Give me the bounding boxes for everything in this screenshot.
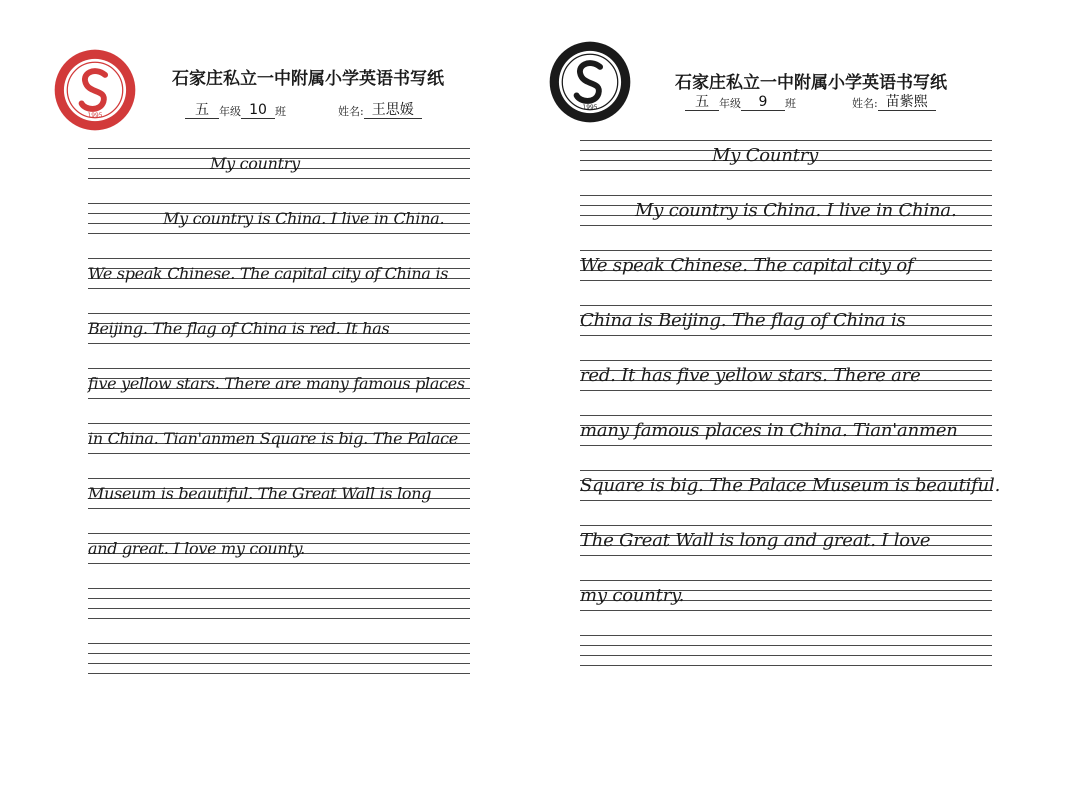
name-label: 姓名: — [338, 105, 364, 118]
name-label: 姓名: — [852, 97, 878, 110]
writing-line — [88, 148, 470, 203]
writing-line — [88, 643, 470, 698]
name-value: 王思媛 — [364, 102, 422, 119]
writing-line — [580, 195, 992, 250]
writing-line — [88, 588, 470, 643]
essay-line: Beijing. The flag of China is red. It has — [88, 319, 390, 338]
essay-line: my country. — [580, 585, 685, 606]
sheet-header-title: 石家庄私立一中附属小学英语书写纸 — [172, 69, 444, 89]
name-value: 苗紫熙 — [878, 94, 936, 111]
svg-text:1995: 1995 — [582, 104, 598, 111]
sheet-header-title: 石家庄私立一中附属小学英语书写纸 — [675, 73, 947, 93]
handwriting-lines — [88, 148, 470, 698]
essay-line: The Great Wall is long and great. I love — [580, 530, 931, 551]
essay-line: red. It has five yellow stars. There are — [580, 365, 921, 386]
student-info-row — [685, 94, 936, 111]
class-label: 班 — [275, 105, 286, 118]
essay-line: many famous places in China. Tian'anmen — [580, 420, 958, 441]
essay-line: We speak Chinese. The capital city of — [580, 255, 914, 276]
essay-line: Museum is beautiful. The Great Wall is long — [88, 484, 432, 503]
grade-label: 年级 — [219, 105, 241, 118]
essay-line: We speak Chinese. The capital city of China is — [88, 264, 449, 283]
writing-line — [88, 203, 470, 258]
school-logo-black — [548, 40, 632, 124]
school-logo-red — [53, 48, 137, 132]
writing-line — [88, 423, 470, 478]
writing-line — [580, 360, 992, 415]
essay-line: in China. Tian'anmen Square is big. The Palace — [88, 429, 458, 448]
grade-value: 五 — [185, 102, 219, 119]
writing-line — [88, 533, 470, 588]
essay-title: My Country — [712, 145, 819, 166]
essay-line: Square is big. The Palace Museum is beautiful. — [580, 475, 1001, 496]
writing-line — [88, 258, 470, 313]
writing-line — [580, 415, 992, 470]
writing-line — [88, 478, 470, 533]
writing-line — [88, 368, 470, 423]
essay-line: and great. I love my county. — [88, 539, 305, 558]
essay-line: My country is China. I live in China. — [163, 209, 445, 228]
essay-line: five yellow stars. There are many famous places — [88, 374, 465, 393]
writing-line — [88, 313, 470, 368]
class-label: 班 — [785, 97, 796, 110]
essay-line: My country is China. I live in China. — [635, 200, 957, 221]
writing-line — [580, 525, 992, 580]
class-value: 10 — [241, 102, 275, 119]
writing-line — [580, 305, 992, 360]
handwriting-lines — [580, 140, 1001, 690]
writing-line — [580, 635, 992, 690]
svg-text:1995: 1995 — [87, 112, 103, 119]
essay-title: My country — [210, 154, 300, 173]
writing-line — [580, 140, 992, 195]
class-value: 9 — [741, 94, 785, 111]
grade-value: 五 — [685, 94, 719, 111]
writing-line — [580, 470, 1001, 525]
student-info-row — [185, 102, 422, 119]
essay-line: China is Beijing. The flag of China is — [580, 310, 906, 331]
writing-sheet-left — [50, 0, 470, 700]
writing-line — [580, 580, 992, 635]
grade-label: 年级 — [719, 97, 741, 110]
writing-line — [580, 250, 992, 305]
writing-sheet-right — [545, 0, 1001, 700]
